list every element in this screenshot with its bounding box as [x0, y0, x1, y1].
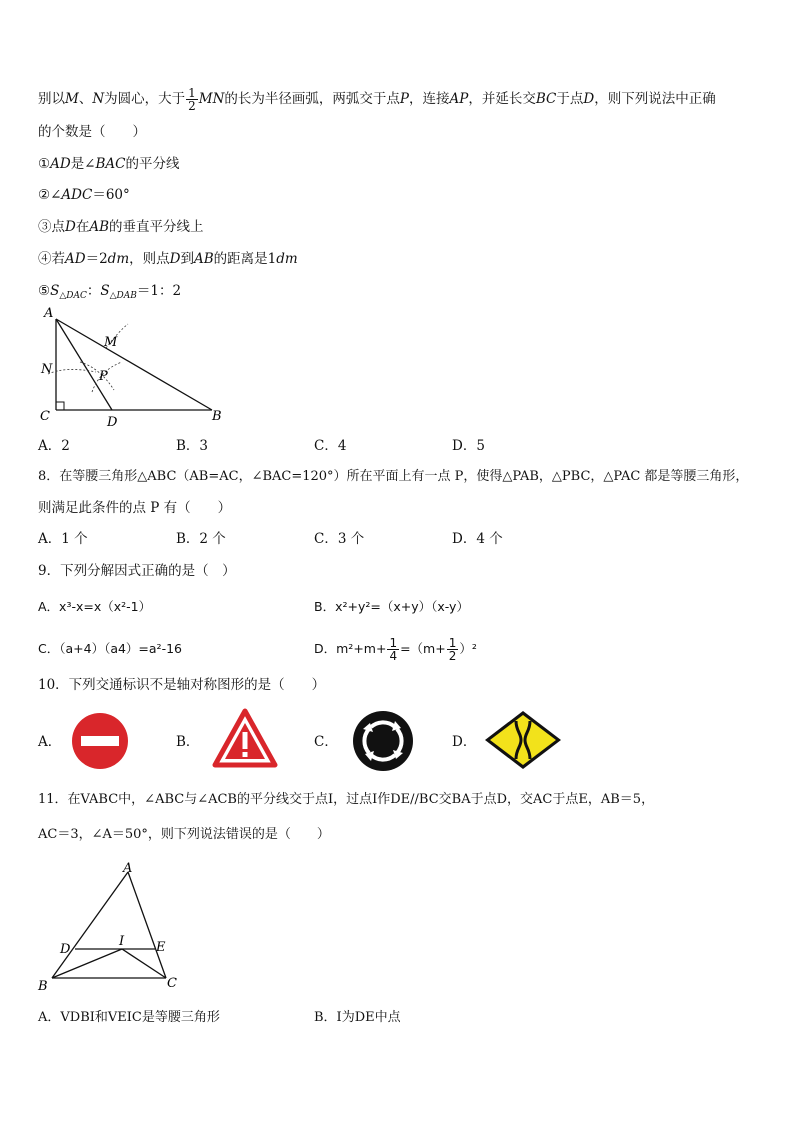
q10-stem: 10．下列交通标识不是轴对称图形的是（ ） [38, 677, 326, 693]
q10-option-b-label[interactable]: B． [176, 734, 200, 750]
q11-option-b[interactable]: B．I为DE中点 [314, 1010, 401, 1025]
label-B: B [38, 979, 48, 994]
q7-stem-line1: 别以M、N为圆心，大于 $\frac{1}{2}$ MN的长为半径画弧，两弧交于点P，连接AP，并延长交BC于点D，则下列说法中正确 [38, 86, 716, 113]
q7-statement-4: ④若AD＝2dm，则点D到AB的距离是1dm [38, 251, 298, 267]
fraction-half: $\frac{1}{2}$ [188, 86, 196, 113]
q9-stem: 9．下列分解因式正确的是（ ） [38, 563, 236, 579]
q7-triangle-figure [36, 302, 236, 430]
label-C: C [40, 409, 50, 424]
q8-option-a[interactable]: A．1 个 [38, 531, 88, 547]
no-entry-sign-icon[interactable] [70, 711, 130, 771]
roundabout-sign-icon[interactable] [352, 710, 414, 772]
fraction-half: $\frac{1}{2}$ [448, 636, 457, 663]
q7-stem-line2: 的个数是（ ） [38, 124, 146, 140]
q8-stem-line2: 则满足此条件的点 P 有（ ） [38, 500, 232, 516]
q7-option-c[interactable]: C．4 [314, 438, 347, 454]
q11-stem-line2: AC＝3，∠A＝50°，则下列说法错误的是（ ） [38, 827, 330, 842]
q9-option-d[interactable]: D．m²+m+ $\frac{1}{4}$ =（m+ $\frac{1}{2}$ ）² [314, 636, 477, 663]
q7-statement-5: $⑤S_{\triangle DAC}$：$S_{\triangle DAB}=1$：2 [38, 283, 182, 301]
q9-option-b[interactable]: B．x²+y²=（x+y）（x-y） [314, 599, 469, 614]
label-A: A [44, 306, 54, 321]
q9-option-c[interactable]: C．（a+4）（a4）=a²-16 [38, 641, 182, 656]
q8-stem-line1: 8．在等腰三角形△ABC（AB=AC，∠BAC=120°）所在平面上有一点 P，使得△PAB，△PBC，△PAC 都是等腰三角形， [38, 469, 749, 484]
q7-statement-3: ③点D在AB的垂直平分线上 [38, 219, 204, 235]
label-A: A [123, 861, 133, 876]
q11-option-a[interactable]: A．VDBI和VEIC是等腰三角形 [38, 1010, 220, 1025]
q11-triangle-figure [34, 858, 194, 998]
q11-stem-line1: 11．在VABC中，∠ABC与∠ACB的平分线交于点I，过点I作DE//BC交BA于点D，交AC于点E，AB＝5， [38, 792, 655, 807]
label-N: N [41, 362, 53, 377]
q7-option-b[interactable]: B．3 [176, 438, 209, 454]
q10-option-a-label[interactable]: A． [38, 734, 62, 750]
q9-option-a[interactable]: A．x³-x=x（x²-1） [38, 599, 152, 614]
label-M: M [104, 335, 118, 350]
q7-option-d[interactable]: D．5 [452, 438, 485, 454]
q10-option-c-label[interactable]: C． [314, 734, 338, 750]
q7-option-a[interactable]: A．2 [38, 438, 70, 454]
q10-option-d-label[interactable]: D． [452, 734, 477, 750]
q7-statement-2: ②∠ADC＝60° [38, 187, 130, 203]
label-E: E [156, 940, 166, 955]
q8-option-c[interactable]: C．3 个 [314, 531, 365, 547]
label-B: B [212, 409, 222, 424]
label-D: D [107, 415, 118, 430]
q7-statement-1: ①AD是∠BAC的平分线 [38, 156, 180, 172]
label-P: P [99, 369, 108, 384]
q8-option-b[interactable]: B．2 个 [176, 531, 226, 547]
q8-option-d[interactable]: D．4 个 [452, 531, 503, 547]
fraction-quarter: $\frac{1}{4}$ [389, 636, 398, 663]
label-I: I [119, 934, 125, 949]
label-D: D [60, 942, 71, 957]
narrow-road-sign-icon[interactable] [483, 709, 563, 771]
label-C: C [167, 976, 177, 991]
warning-triangle-sign-icon[interactable] [212, 708, 278, 768]
